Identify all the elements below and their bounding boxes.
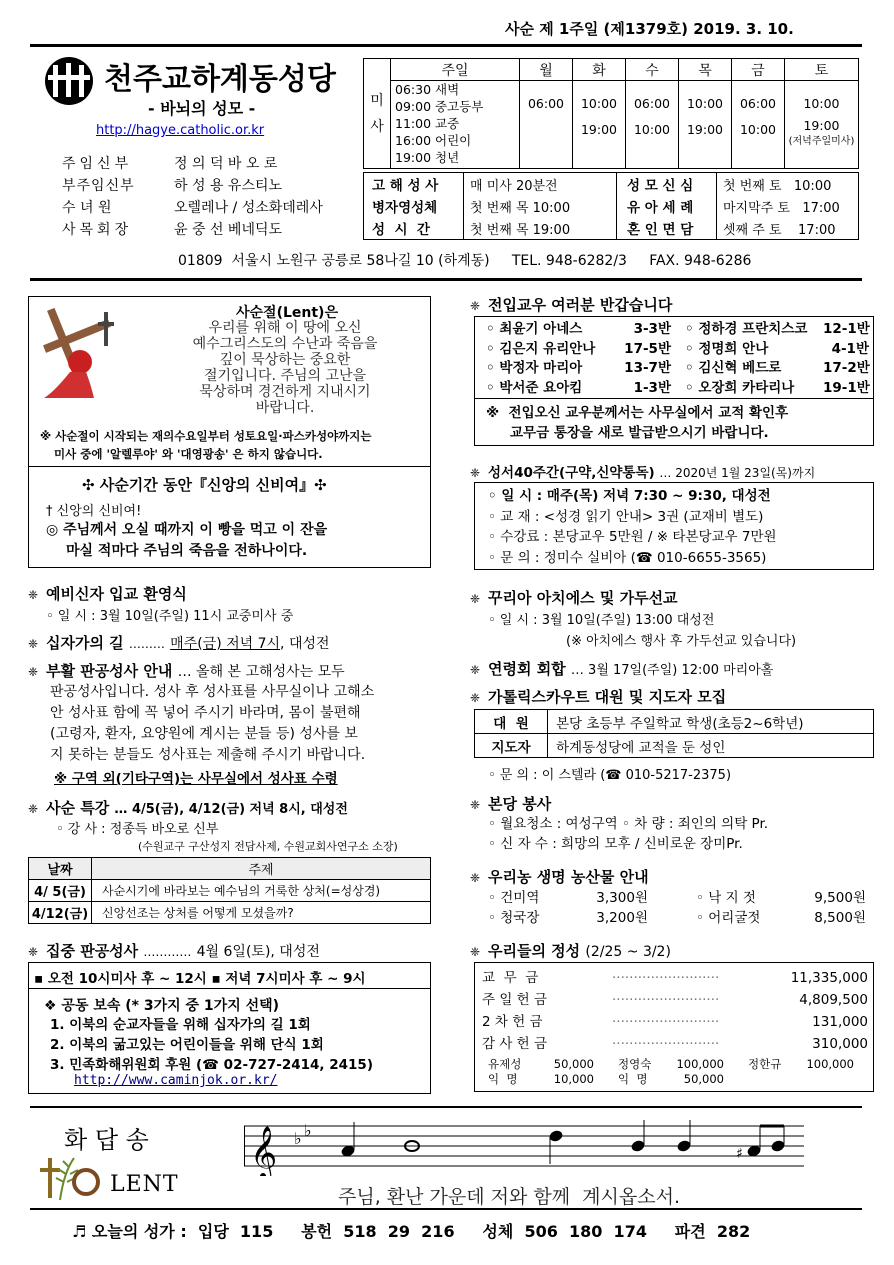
staff-role: 주임신부 xyxy=(62,156,133,172)
penance-times: ▪ 오전 10시미사 후 ~ 12시 ▪ 저녁 7시미사 후 ~ 9시 xyxy=(34,971,366,987)
staff-role: 부주임신부 xyxy=(62,178,135,194)
hymns-top-rule xyxy=(30,1208,862,1210)
lent-emblem-label: LENT xyxy=(110,1172,179,1197)
mon-masses: 06:00 xyxy=(520,81,573,169)
lent-emblem xyxy=(34,1152,106,1204)
staff-role: 사목회장 xyxy=(62,222,133,238)
svg-text:♭: ♭ xyxy=(294,1129,302,1148)
svg-text:♭: ♭ xyxy=(304,1121,312,1140)
scouts-value: 본당 초등부 주일학교 학생(초등2~6학년) xyxy=(548,710,874,734)
address-line: 01809 서울시 노원구 공릉로 58나길 10 (하계동) TEL. 948-6282/3 FAX. 948-6286 xyxy=(178,253,752,269)
penance-sub: ❖ 공동 보속 (* 3가지 중 1가지 선택) xyxy=(44,998,280,1014)
produce-list xyxy=(488,888,868,928)
scouts-label: 대 원 xyxy=(475,710,548,734)
church-patron: - 바뇌의 성모 - xyxy=(148,99,256,118)
lecture-col: 주제 xyxy=(92,858,431,880)
fri-masses: 06:00 10:00 xyxy=(732,81,785,169)
catechumen-heading: ❈ 예비신자 입교 환영식 xyxy=(28,585,187,603)
offering-rows xyxy=(482,967,868,1055)
issue-line: 사순 제 1주일 (제1379호) 2019. 3. 10. xyxy=(505,20,794,38)
lecture-heading: ❈ 사순 특강 … 4/5(금), 4/12(금) 저녁 8시, 대성전 xyxy=(28,799,348,817)
penance-link[interactable]: http://www.caminjok.or.kr/ xyxy=(74,1073,278,1088)
lent-title: 사순절(Lent)은 xyxy=(236,305,338,321)
sunday-masses: 06:30 새벽 09:00 중고등부 11:00 교중 16:00 어린이 19:00 청년 xyxy=(391,81,520,169)
staff-name: 오렐레나 / 성소화데레사 xyxy=(174,200,323,216)
service-time: 셋째 주 토 17:00 xyxy=(723,222,836,238)
staff-row xyxy=(62,197,352,219)
staff-role: 수 녀 원 xyxy=(62,200,112,216)
bible-heading: ❈ 성서40주간(구약,신약통독) … 2020년 1월 23일(목)까지 xyxy=(470,465,816,481)
union-heading: ❈ 연령회 회합 … 3월 17일(주일) 12:00 마리아홀 xyxy=(470,660,774,678)
service-label: 혼 인 면 담 xyxy=(617,217,717,240)
lent-body: 우리를 위해 이 땅에 오신 예수그리스도의 수난과 죽음을 깊이 묵상하는 중요한 절기입니다. 주님의 고난을 묵상하며 경건하게 지내시기 바랍니다. xyxy=(192,320,378,416)
tue-masses: 10:00 19:00 xyxy=(573,81,626,169)
scouts-contact: ◦ 문 의 : 이 스텔라 (☎ 010-5217-2375) xyxy=(488,768,732,783)
day-wed: 수 xyxy=(626,59,679,81)
church-logo xyxy=(40,55,98,107)
service-time: 마지막주 토 17:00 xyxy=(723,200,840,216)
service-label: 고 해 성 사 xyxy=(364,173,464,196)
penance-items xyxy=(50,1015,373,1075)
penance-heading: ❈ 집중 판공성사 ………… 4월 6일(토), 대성전 xyxy=(28,942,320,960)
donor-row: 유제성 50,000 정영숙 100,000 정한규 100,000 xyxy=(488,1057,854,1071)
service-time: 첫 번째 목 19:00 xyxy=(464,217,617,240)
services-table xyxy=(363,172,859,240)
teachers-divider xyxy=(474,398,874,399)
acies-note: (※ 아치에스 행사 후 가두선교 있습니다) xyxy=(566,634,797,649)
lent-response: ◎ 주님께서 오실 때까지 이 빵을 먹고 이 잔을 마실 적마다 주님의 죽음을 전하나이다. xyxy=(46,522,328,559)
wed-masses: 06:00 10:00 xyxy=(626,81,679,169)
lent-dagger-line: † 신앙의 신비여! xyxy=(46,504,142,519)
staff-row xyxy=(62,153,352,175)
confession-body: 판공성사입니다. 성사 후 성사표를 사무실이나 고해소 안 성사표 함에 꼭 넣어 주시기 바라며, 몸이 불편해 (고령자, 환자, 요양원에 계시는 분들 등) 성사를 보 지 못하는 분들도 성사표는 제출해 주시기 바랍니다. xyxy=(50,684,375,763)
acies-heading: ❈ 꾸리아 아치에스 및 가두선교 xyxy=(470,589,678,607)
lecture-table xyxy=(28,857,431,924)
day-tue: 화 xyxy=(573,59,626,81)
penance-item: 2. 이북의 굶고있는 어린이들을 위해 단식 1회 xyxy=(50,1037,324,1053)
header-rule xyxy=(30,44,862,47)
psalm-text: 주님, 환난 가운데 저와 함께 계시옵소서. xyxy=(338,1186,680,1208)
service-time: 매 미사 20분전 xyxy=(464,173,617,196)
music-staff xyxy=(244,1120,804,1176)
staff-name: 정 의 덕 바 오 로 xyxy=(174,156,278,172)
service-label: 유 아 세 례 xyxy=(617,195,717,217)
donor-row: 익 명 10,000 익 명 50,000 xyxy=(488,1072,724,1086)
mass-side-label: 미 사 xyxy=(364,59,391,169)
lecture-topic: 사순시기에 바라보는 예수님의 거룩한 상처(=성상경) xyxy=(92,880,431,902)
confession-note: ※ 구역 외(기타구역)는 사무실에서 성사표 수령 xyxy=(54,771,338,787)
hymns-label: ♬ 오늘의 성가 : xyxy=(72,1222,187,1241)
day-sat: 토 xyxy=(785,59,859,81)
lent-period-title: ✣ 사순기간 동안『신앙의 신비여』✣ xyxy=(82,476,327,494)
duty-heading: ❈ 본당 봉사 xyxy=(470,795,552,813)
thu-masses: 10:00 19:00 xyxy=(679,81,732,169)
cross-illustration xyxy=(34,302,126,402)
sat-masses: 10:00 19:00 (저녁주일미사) xyxy=(785,81,859,169)
stations-heading: ❈ 십자가의 길 ……… 매주(금) 저녁 7시, 대성전 xyxy=(28,634,330,652)
hymns-line xyxy=(72,1219,750,1242)
service-time: 첫 번째 토 10:00 xyxy=(723,178,832,194)
church-name: 천주교하계동성당 xyxy=(104,62,336,97)
service-label: 병자영성체 xyxy=(364,195,464,217)
teachers-list xyxy=(486,320,870,398)
day-fri: 금 xyxy=(732,59,785,81)
svg-text:♯: ♯ xyxy=(736,1146,743,1162)
confession-heading: ❈ 부활 판공성사 안내 … 올해 본 고해성사는 모두 xyxy=(28,662,345,680)
day-sunday: 주일 xyxy=(391,59,520,81)
penance-divider xyxy=(28,988,431,989)
staff-name: 윤 중 선 베네딕도 xyxy=(174,222,283,238)
service-label: 성 모 신 심 xyxy=(617,173,717,196)
produce-row: ◦ 청국장 3,200원 ◦ 어리굴젓 8,500원 xyxy=(488,910,866,926)
svg-text:𝄞: 𝄞 xyxy=(250,1125,278,1176)
teachers-heading: ❈ 전입교우 여러분 반갑습니다 xyxy=(470,296,673,314)
bible-lines: ◦ 일 시 : 매주(목) 저녁 7:30 ~ 9:30, 대성전 ◦ 교 재 : <성경 읽기 안내> 3권 (교재비 별도) ◦ 수강료 : 본당교우 5만원 / ※ 타본당교우 7만원 ◦ 문 의 : 정미수 실비아 (☎ 010-6655-3565) xyxy=(488,488,777,566)
lecture-affil: (수원교구 구산성지 전담사제, 수원교회사연구소 소장) xyxy=(138,840,398,853)
day-thu: 목 xyxy=(679,59,732,81)
staff-row xyxy=(62,175,352,197)
lecture-date: 4/ 5(금) xyxy=(29,880,92,902)
lecture-topic: 신앙선조는 상처를 어떻게 모셨을까? xyxy=(92,902,431,924)
staff-row xyxy=(62,219,352,241)
offering-donors xyxy=(488,1057,854,1087)
offering-row: 2 차 헌 금 ························· 131,000 xyxy=(482,1014,868,1030)
scouts-heading: ❈ 가톨릭스카우트 대원 및 지도자 모집 xyxy=(470,688,727,706)
lecture-speaker: ◦ 강 사 : 정종득 바오로 신부 xyxy=(56,822,219,837)
teacher-row: ◦ 박서준 요아킴 1-3반 ◦ 오장희 카타리나 19-1반 xyxy=(486,379,870,396)
offering-row: 교 무 금 ························· 11,335,000 xyxy=(482,970,868,986)
service-time: 첫 번째 목 10:00 xyxy=(464,195,617,217)
produce-heading: ❈ 우리농 생명 농산물 안내 xyxy=(470,868,649,886)
psalm-label: 화 답 송 xyxy=(64,1126,149,1154)
penance-item: 1. 이북의 순교자들을 위해 십자가의 길 1회 xyxy=(50,1017,311,1033)
scouts-table xyxy=(474,709,874,758)
teacher-row: ◦ 박정자 마리아 13-7반 ◦ 김신혁 베드로 17-2반 xyxy=(486,360,870,376)
mass-schedule xyxy=(363,58,859,169)
lecture-date: 4/12(금) xyxy=(29,902,92,924)
lent-divider xyxy=(28,466,431,467)
church-url[interactable]: http://hagye.catholic.or.kr xyxy=(96,123,265,138)
lent-note: ※ 사순절이 시작되는 재의수요일부터 성토요일·파스카성야까지는 미사 중에 '알렐루야' 와 '대영광송' 은 하지 않습니다. xyxy=(40,429,372,461)
teacher-row: ◦ 최윤기 아네스 3-3반 ◦ 정하경 프란치스코 12-1반 xyxy=(486,321,870,337)
music-top-rule xyxy=(30,1106,862,1108)
produce-row: ◦ 건미역 3,300원 ◦ 낙 지 젓 9,500원 xyxy=(488,890,866,906)
offering-heading: ❈ 우리들의 정성 (2/25 ~ 3/2) xyxy=(470,942,671,960)
staff-name: 하 성 용 유스티노 xyxy=(174,178,283,194)
address-rule xyxy=(30,278,862,281)
penance-item: 3. 민족화해위원회 후원 (☎ 02-727-2414, 2415) xyxy=(50,1057,373,1073)
day-mon: 월 xyxy=(520,59,573,81)
scouts-value: 하계동성당에 교적을 둔 성인 xyxy=(548,734,874,758)
lecture-col: 날짜 xyxy=(29,858,92,880)
teachers-note: ※ 전입오신 교우분께서는 사무실에서 교적 확인후 교무금 통장을 새로 발급받으시기 바랍니다. xyxy=(486,405,789,441)
hymns-entries: 입당 115 봉헌 518 29 216 성체 506 180 174 파견 282 xyxy=(197,1222,751,1241)
teacher-row: ◦ 김은지 유리안나 17-5반 ◦ 정명희 안나 4-1반 xyxy=(486,340,869,357)
offering-row: 감 사 헌 금 ························· 310,000 xyxy=(482,1036,868,1052)
catechumen-line: ◦ 일 시 : 3월 10일(주일) 11시 교중미사 중 xyxy=(46,609,294,624)
scouts-label: 지도자 xyxy=(475,734,548,758)
staff-list xyxy=(62,153,352,241)
acies-line: ◦ 일 시 : 3월 10일(주일) 13:00 대성전 xyxy=(488,613,715,628)
service-label: 성 시 간 xyxy=(364,217,464,240)
duty-lines: ◦ 월요청소 : 여성구역 ◦ 차 량 : 죄인의 의탁 Pr. ◦ 신 자 수 : 희망의 모후 / 신비로운 장미Pr. xyxy=(488,816,769,852)
offering-row: 주 일 헌 금 ························· 4,809,500 xyxy=(482,992,868,1008)
